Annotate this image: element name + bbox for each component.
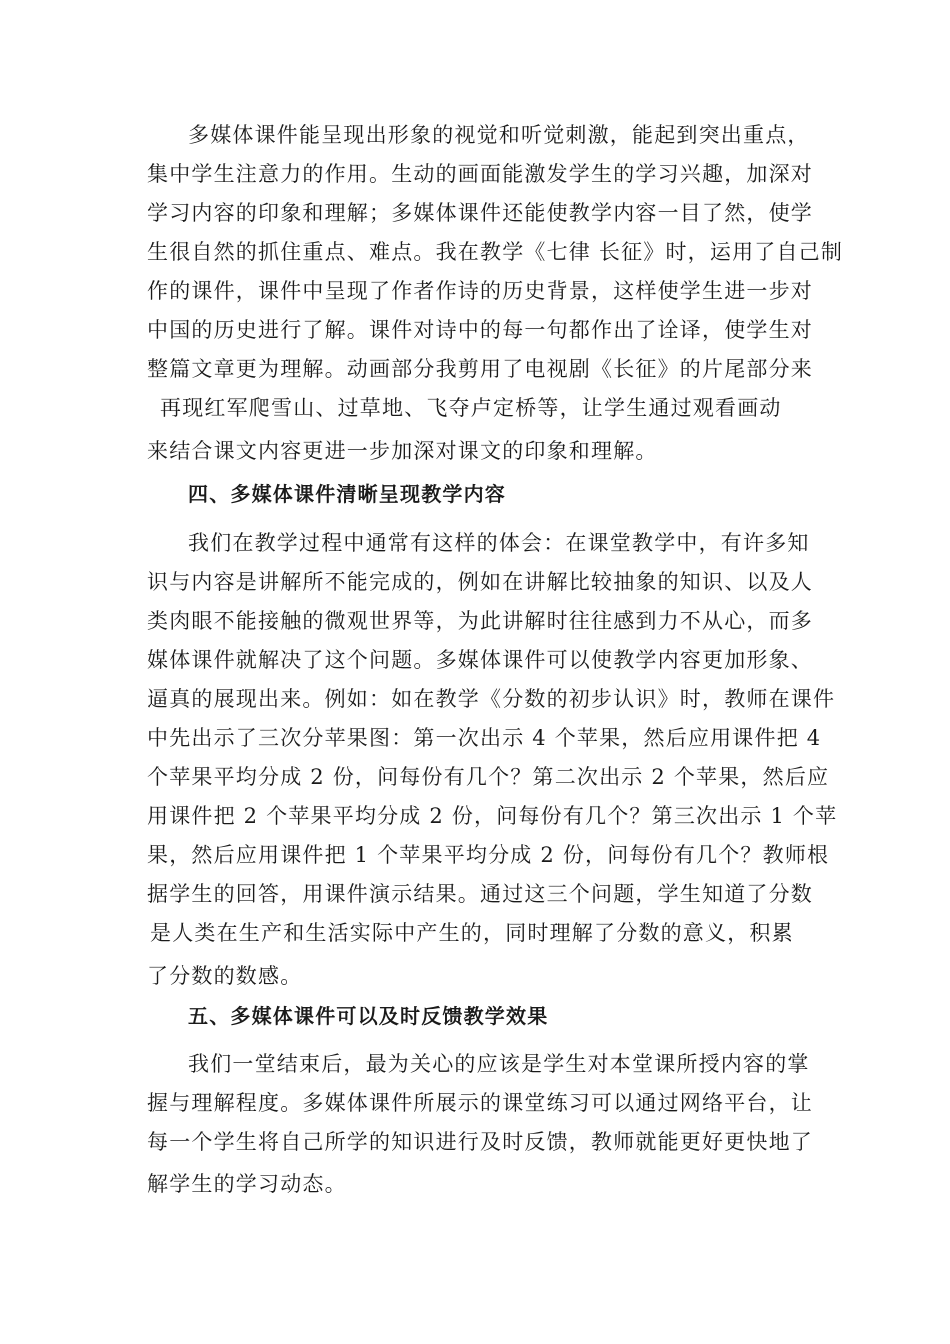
- paragraph-2-line-10: 据学生的回答，用课件演示结果。通过这三个问题，学生知道了分数: [147, 882, 813, 906]
- paragraph-1-line-2: 集中学生注意力的作用。生动的画面能激发学生的学习兴趣，加深对: [147, 162, 813, 186]
- paragraph-1-line-6: 中国的历史进行了解。课件对诗中的每一句都作出了诠译，使学生对: [147, 318, 813, 342]
- paragraph-2-line-9: 果，然后应用课件把 1 个苹果平均分成 2 份，问每份有几个？教师根: [147, 843, 830, 867]
- paragraph-2-line-2: 识与内容是讲解所不能完成的，例如在讲解比较抽象的知识、以及人: [147, 570, 813, 594]
- paragraph-1-line-3: 学习内容的印象和理解；多媒体课件还能使教学内容一目了然，使学: [147, 201, 813, 225]
- paragraph-2-line-1: 我们在教学过程中通常有这样的体会：在课堂教学中，有许多知: [188, 531, 810, 555]
- paragraph-2-line-8: 用课件把 2 个苹果平均分成 2 份，问每份有几个？第三次出示 1 个苹: [147, 804, 838, 828]
- paragraph-1-line-1: 多媒体课件能呈现出形象的视觉和听觉刺激，能起到突出重点，: [188, 123, 810, 147]
- paragraph-2-line-4: 媒体课件就解决了这个问题。多媒体课件可以使教学内容更加形象、: [147, 648, 813, 672]
- paragraph-2-line-11: 是人类在生产和生活实际中产生的，同时理解了分数的意义，积累: [150, 921, 794, 945]
- paragraph-1-line-4: 生很自然的抓住重点、难点。我在教学《七律 长征》时，运用了自己制: [147, 240, 844, 264]
- paragraph-2-line-12: 了分数的数感。: [147, 964, 303, 988]
- paragraph-2-line-7: 个苹果平均分成 2 份，问每份有几个？第二次出示 2 个苹果，然后应: [147, 765, 830, 789]
- paragraph-1-line-9: 来结合课文内容更进一步加深对课文的印象和理解。: [147, 439, 658, 463]
- paragraph-3-line-3: 每一个学生将自己所学的知识进行及时反馈，教师就能更好更快地了: [147, 1130, 813, 1154]
- paragraph-1-line-5: 作的课件，课件中呈现了作者作诗的历史背景，这样使学生进一步对: [147, 279, 813, 303]
- paragraph-3-line-1: 我们一堂结束后，最为关心的应该是学生对本堂课所授内容的掌: [188, 1052, 810, 1076]
- section-heading-5: 五、多媒体课件可以及时反馈教学效果: [188, 1004, 549, 1028]
- paragraph-3-line-4: 解学生的学习动态。: [147, 1172, 347, 1196]
- paragraph-2-line-5: 逼真的展现出来。例如：如在教学《分数的初步认识》时，教师在课件: [147, 687, 836, 711]
- paragraph-3-line-2: 握与理解程度。多媒体课件所展示的课堂练习可以通过网络平台，让: [147, 1091, 813, 1115]
- paragraph-1-line-7: 整篇文章更为理解。动画部分我剪用了电视剧《长征》的片尾部分来: [147, 357, 813, 381]
- paragraph-2-line-6: 中先出示了三次分苹果图：第一次出示 4 个苹果，然后应用课件把 4: [147, 726, 822, 750]
- paragraph-1-line-8: 再现红军爬雪山、过草地、飞夺卢定桥等，让学生通过观看画动: [160, 396, 782, 420]
- section-heading-4: 四、多媒体课件清晰呈现教学内容: [188, 482, 506, 506]
- paragraph-2-line-3: 类肉眼不能接触的微观世界等，为此讲解时往往感到力不从心，而多: [147, 609, 813, 633]
